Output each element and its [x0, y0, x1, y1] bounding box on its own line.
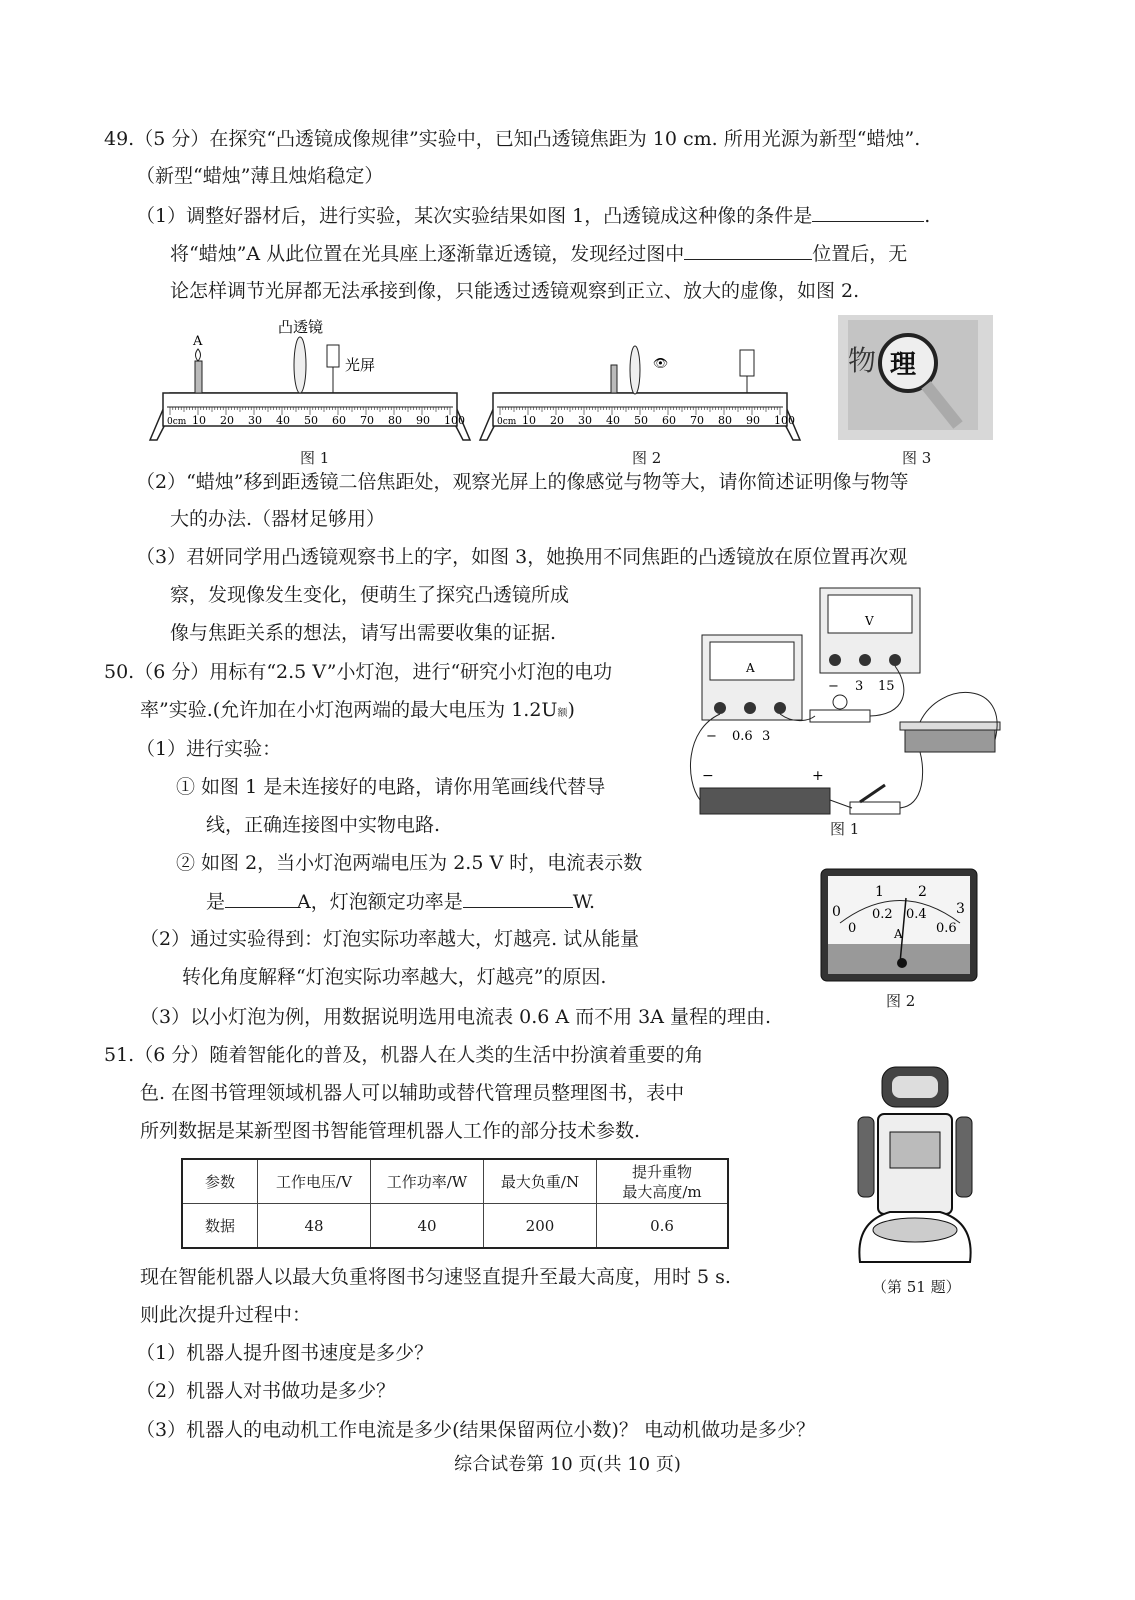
- table-row: [182, 1204, 728, 1249]
- scale-top-label: 1: [875, 884, 884, 900]
- ruler-tick-label: 70: [360, 414, 374, 427]
- voltmeter: [820, 588, 920, 694]
- q49-part1-line3: 论怎样调节光屏都无法承接到像，只能透过透镜观察到正立、放大的虚像，如图 2.: [170, 280, 860, 302]
- light-screen: [327, 345, 339, 367]
- table-header-row: [182, 1159, 728, 1204]
- table-cell: 48: [258, 1204, 371, 1249]
- q49-part3-line1: （3）君妍同学用凸透镜观察书上的字，如图 3，她换用不同焦距的凸透镜放在原位置再次观: [136, 546, 908, 568]
- robot-parameters-table: [181, 1158, 729, 1249]
- q49-stem-line2: （新型“蜡烛”薄且烛焰稳定）: [136, 165, 384, 187]
- svg-text:理: 理: [890, 350, 917, 380]
- ruler-tick-label: 20: [550, 414, 564, 427]
- eye-icon: 👁: [653, 356, 669, 370]
- book-character: 物: [848, 344, 877, 377]
- ruler-tick-label: 0cm: [497, 417, 517, 427]
- ammeter-dial-figure-2: [820, 868, 980, 983]
- q51-part3: （3）机器人的电动机工作电流是多少(结果保留两位小数)？ 电动机做功是多少？: [136, 1419, 815, 1441]
- table-cell: 数据: [182, 1204, 258, 1249]
- candle-label: A: [193, 334, 203, 349]
- q50-part2-line1: （2）通过实验得到：灯泡实际功率越大，灯越亮. 试从能量: [140, 928, 640, 950]
- table-cell: 0.6: [597, 1204, 729, 1249]
- q50-sub2-line1: ② 如图 2，当小灯泡两端电压为 2.5 V 时，电流表示数: [176, 852, 643, 874]
- table-header: 参数: [182, 1159, 258, 1204]
- text: 位置后，无: [812, 243, 908, 265]
- convex-lens: [630, 346, 640, 394]
- table-cell: 40: [371, 1204, 484, 1249]
- q51-part2: （2）机器人对书做功是多少？: [136, 1380, 396, 1402]
- q50-stem-line1: 50.（6 分）用标有“2.5 V”小灯泡，进行“研究小灯泡的电功: [104, 661, 613, 683]
- q50-sub2-line2: [206, 889, 595, 914]
- table-header: 工作电压/V: [258, 1159, 371, 1204]
- circuit-figure-1: [680, 580, 1010, 820]
- svg-text:−: −: [702, 768, 714, 784]
- screen-label: 光屏: [345, 356, 376, 374]
- q49-part3-line2: 察，发现像发生变化，便萌生了探究凸透镜所成: [170, 584, 570, 606]
- ruler-tick-label: 30: [248, 414, 262, 427]
- ruler-tick-label: 80: [718, 414, 732, 427]
- ruler-tick-label: 0cm: [167, 417, 187, 427]
- table-cell: 200: [484, 1204, 597, 1249]
- lens-label: 凸透镜: [278, 318, 324, 336]
- text: ): [567, 699, 575, 721]
- text: A，灯泡额定功率是: [297, 891, 463, 913]
- ammeter-dial-caption: 图 2: [886, 992, 916, 1010]
- robot-illustration: [850, 1062, 980, 1267]
- q49-part2-line2: 大的办法.（器材足够用）: [170, 508, 386, 530]
- ruler-tick-label: 10: [522, 414, 536, 427]
- ruler-tick-label: 30: [578, 414, 592, 427]
- ruler-tick-label: 40: [606, 414, 620, 427]
- q51-stem-line3: 所列数据是某新型图书智能管理机器人工作的部分技术参数.: [140, 1120, 641, 1142]
- text: 是: [206, 891, 226, 913]
- ruler-tick-label: 80: [388, 414, 402, 427]
- bulb: [810, 695, 870, 722]
- q49-part1-line2: [170, 241, 907, 266]
- q50-part1: （1）进行实验：: [136, 738, 282, 760]
- q51-part1: （1）机器人提升图书速度是多少？: [136, 1342, 434, 1364]
- svg-text:3: 3: [855, 679, 864, 694]
- text: W.: [572, 891, 595, 913]
- text: .: [924, 205, 931, 227]
- current-answer-blank[interactable]: [225, 889, 297, 908]
- q49-part1-line1: [136, 203, 930, 228]
- q51-stem-line5: 则此次提升过程中：: [140, 1304, 312, 1326]
- text: （1）调整好器材后，进行实验，某次实验结果如图 1，凸透镜成这种像的条件是: [136, 205, 813, 227]
- scale-top-label: 3: [956, 901, 965, 917]
- scale-top-label: 0: [832, 904, 841, 920]
- ruler-tick-label: 100: [444, 414, 465, 427]
- ruler-tick-label: 50: [634, 414, 648, 427]
- answer-blank[interactable]: [812, 203, 924, 222]
- q50-part3: （3）以小灯泡为例，用数据说明选用电流表 0.6 A 而不用 3A 量程的理由.: [140, 1006, 772, 1028]
- figure-2-caption: 图 2: [632, 449, 662, 467]
- scale-bottom-label: 0: [848, 921, 857, 936]
- q49-stem-line1: 49.（5 分）在探究“凸透镜成像规律”实验中，已知凸透镜焦距为 10 cm. 所用光源为新型“蜡烛”.: [104, 128, 921, 150]
- power-answer-blank[interactable]: [463, 889, 573, 908]
- switch: [850, 785, 900, 814]
- magnifier-photo-figure-3: [838, 315, 993, 440]
- page-footer: 综合试卷第 10 页(共 10 页): [454, 1454, 681, 1475]
- q50-sub1-line1: ① 如图 1 是未连接好的电路，请你用笔画线代替导: [176, 776, 606, 798]
- q51-stem-line2: 色. 在图书管理领域机器人可以辅助或替代管理员整理图书，表中: [140, 1082, 685, 1104]
- svg-text:0.6: 0.6: [732, 729, 753, 744]
- ruler-tick-label: 10: [192, 414, 206, 427]
- scale-top-label: 2: [918, 884, 927, 900]
- ruler-tick-label: 100: [774, 414, 795, 427]
- convex-lens: [294, 337, 306, 393]
- subscript: 额: [557, 708, 568, 719]
- ruler-tick-label: 40: [276, 414, 290, 427]
- q51-stem-line4: 现在智能机器人以最大负重将图书匀速竖直提升至最大高度，用时 5 s.: [140, 1266, 731, 1288]
- scale-bottom-label: 0.4: [906, 907, 927, 922]
- rheostat: [900, 722, 1000, 752]
- table-header: 工作功率/W: [371, 1159, 484, 1204]
- svg-text:3: 3: [762, 729, 771, 744]
- figure-3-caption: 图 3: [902, 449, 932, 467]
- figure-1-caption: 图 1: [300, 449, 330, 467]
- candle: [611, 365, 617, 393]
- text: 率”实验.(允许加在小灯泡两端的最大电压为 1.2U: [140, 699, 558, 721]
- candle-a: [195, 349, 202, 393]
- answer-blank[interactable]: [684, 241, 812, 260]
- optical-bench-figure-2: [475, 315, 805, 445]
- ammeter: [702, 635, 802, 744]
- svg-text:V: V: [865, 614, 874, 628]
- optical-bench-figure-1: [145, 315, 475, 445]
- scale-bottom-label: 0.2: [872, 907, 893, 922]
- table-header: 最大负重/N: [484, 1159, 597, 1204]
- q50-sub1-line2: 线，正确连接图中实物电路.: [206, 814, 441, 836]
- q49-part3-line3: 像与焦距关系的想法，请写出需要收集的证据.: [170, 622, 557, 644]
- q50-part2-line2: 转化角度解释“灯泡实际功率越大，灯越亮”的原因.: [182, 966, 607, 988]
- ruler-tick-label: 90: [416, 414, 430, 427]
- svg-text:−: −: [706, 729, 717, 744]
- svg-text:−: −: [828, 679, 839, 694]
- robot-caption: （第 51 题）: [872, 1278, 961, 1296]
- ruler-tick-label: 70: [690, 414, 704, 427]
- q51-stem-line1: 51.（6 分）随着智能化的普及，机器人在人类的生活中扮演着重要的角: [104, 1044, 704, 1066]
- text: 将“蜡烛”A 从此位置在光具座上逐渐靠近透镜，发现经过图中: [170, 243, 685, 265]
- svg-text:+: +: [812, 768, 824, 784]
- ruler-tick-label: 60: [332, 414, 346, 427]
- q49-part2-line1: （2）“蜡烛”移到距透镜二倍焦距处，观察光屏上的像感觉与物等大，请你简述证明像与物等: [136, 471, 909, 493]
- circuit-figure-caption: 图 1: [830, 820, 860, 838]
- ruler-tick-label: 90: [746, 414, 760, 427]
- svg-text:A: A: [746, 661, 755, 675]
- scale-bottom-label: 0.6: [936, 921, 957, 936]
- ruler-tick-label: 50: [304, 414, 318, 427]
- q50-stem-line2: [140, 698, 575, 726]
- table-header: 提升重物 最大高度/m: [597, 1159, 729, 1204]
- svg-text:15: 15: [878, 679, 895, 694]
- battery-pack: [700, 768, 830, 814]
- meter-symbol: A: [894, 927, 903, 941]
- ruler-tick-label: 20: [220, 414, 234, 427]
- ruler-tick-label: 60: [662, 414, 676, 427]
- light-screen: [740, 350, 754, 376]
